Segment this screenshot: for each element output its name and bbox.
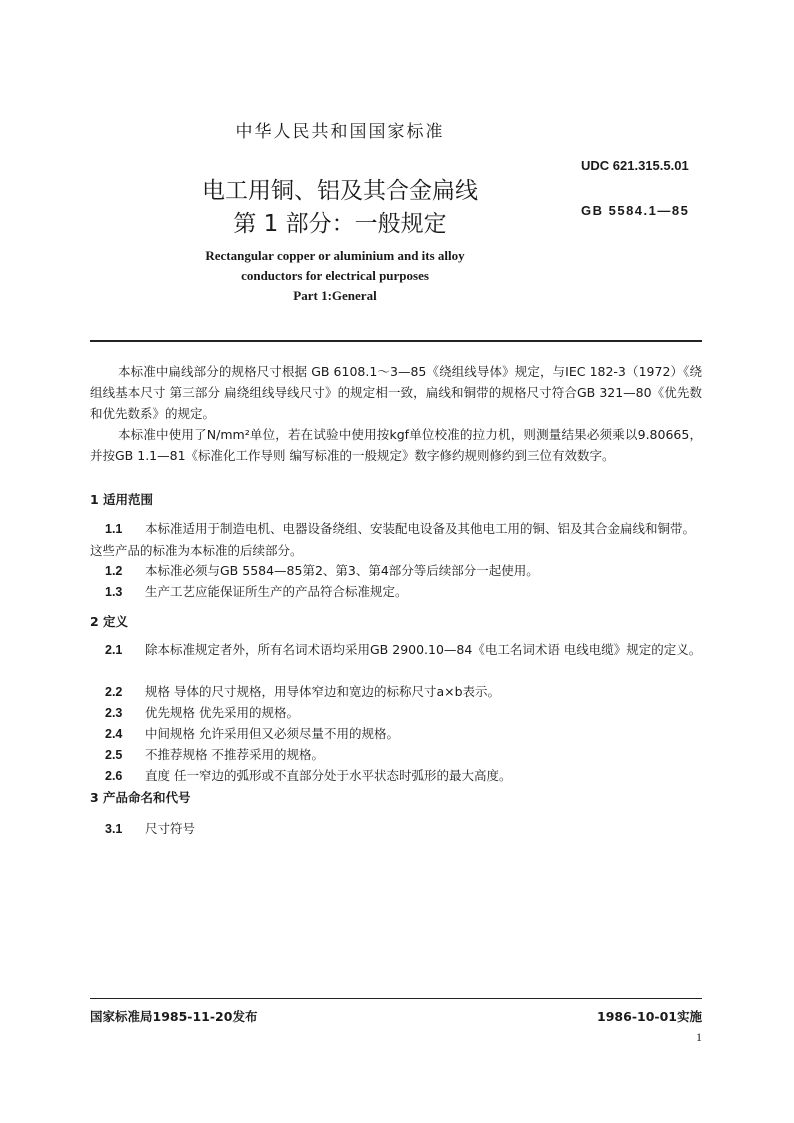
bottom-divider bbox=[90, 998, 702, 999]
clause-text: 不推荐规格 不推荐采用的规格。 bbox=[145, 747, 324, 762]
udc-code: UDC 621.315.5.01 bbox=[581, 158, 689, 173]
clause-number: 1.1 bbox=[105, 522, 123, 536]
clause-number: 2.4 bbox=[105, 727, 123, 741]
clause-1-3 bbox=[90, 581, 702, 603]
gb-code: GB 5584.1—85 bbox=[581, 203, 690, 218]
title-en-line2: conductors for electrical purposes bbox=[241, 268, 429, 283]
national-standard-heading: 中华人民共和国国家标准 bbox=[235, 122, 445, 142]
section-3-title: 3 产品命名和代号 bbox=[90, 790, 191, 805]
clause-2-1 bbox=[90, 639, 702, 661]
clause-number: 2.3 bbox=[105, 706, 123, 720]
top-divider bbox=[90, 340, 702, 342]
implementation-date: 1986-10-01实施 bbox=[597, 1009, 702, 1024]
clause-1-2 bbox=[90, 560, 702, 582]
intro-paragraph-1: 本标准中扁线部分的规格尺寸根据 GB 6108.1～3—85《绕组线导体》规定，与IEC 182-3（1972）《绕组线基本尺寸 第三部分 扁绕组线导线尺寸》的规定相一致，扁线和铜带的规格尺寸符合GB 321—80《优先数和优先数系》的规定。 bbox=[90, 364, 702, 421]
title-en-line1: Rectangular copper or aluminium and its alloy bbox=[205, 248, 465, 263]
clause-number: 1.3 bbox=[105, 585, 123, 599]
clause-2-2 bbox=[90, 681, 702, 703]
clause-text: 中间规格 允许采用但又必须尽量不用的规格。 bbox=[145, 726, 399, 741]
publication-date: 国家标准局1985-11-20发布 bbox=[90, 1009, 258, 1024]
clause-text: 除本标准规定者外，所有名词术语均采用GB 2900.10—84《电工名词术语 电线电缆》规定的定义。 bbox=[145, 642, 702, 657]
title-en-line3: Part 1:General bbox=[293, 288, 377, 303]
clause-2-3 bbox=[90, 702, 702, 724]
clause-number: 2.6 bbox=[105, 769, 123, 783]
intro-paragraph-2: 本标准中使用了N/mm²单位，若在试验中使用按kgf单位校准的拉力机，则测量结果必须乘以9.80665，并按GB 1.1—81《标准化工作导则 编写标准的一般规定》数字修约规则修约到三位有效数字。 bbox=[90, 427, 702, 463]
section-2-title: 2 定义 bbox=[90, 614, 129, 629]
clause-number: 1.2 bbox=[105, 564, 123, 578]
clause-text: 尺寸符号 bbox=[145, 821, 196, 836]
clause-text: 优先规格 优先采用的规格。 bbox=[145, 705, 299, 720]
clause-1-1 bbox=[90, 518, 702, 561]
clause-2-6 bbox=[90, 765, 702, 787]
section-1-title: 1 适用范围 bbox=[90, 492, 154, 507]
page-number: 1 bbox=[696, 1030, 702, 1044]
clause-number: 2.5 bbox=[105, 748, 123, 762]
clause-text: 本标准必须与GB 5584—85第2、第3、第4部分等后续部分一起使用。 bbox=[145, 563, 539, 578]
title-zh-line1: 电工用铜、铝及其合金扁线 bbox=[202, 178, 478, 204]
clause-number: 2.2 bbox=[105, 685, 123, 699]
clause-text: 本标准适用于制造电机、电器设备绕组、安装配电设备及其他电工用的铜、铝及其合金扁线和铜带。这些产品的标准为本标准的后续部分。 bbox=[90, 521, 696, 558]
clause-text: 生产工艺应能保证所生产的产品符合标准规定。 bbox=[145, 584, 408, 599]
clause-number: 3.1 bbox=[105, 822, 123, 836]
clause-2-4 bbox=[90, 723, 702, 745]
clause-3-1 bbox=[90, 818, 702, 840]
title-zh-line2: 第 1 部分：一般规定 bbox=[233, 211, 447, 237]
clause-2-5 bbox=[90, 744, 702, 766]
clause-text: 直度 任一窄边的弧形或不直部分处于水平状态时弧形的最大高度。 bbox=[145, 768, 512, 783]
clause-number: 2.1 bbox=[105, 643, 123, 657]
clause-text: 规格 导体的尺寸规格，用导体窄边和宽边的标称尺寸a×b表示。 bbox=[145, 684, 501, 699]
